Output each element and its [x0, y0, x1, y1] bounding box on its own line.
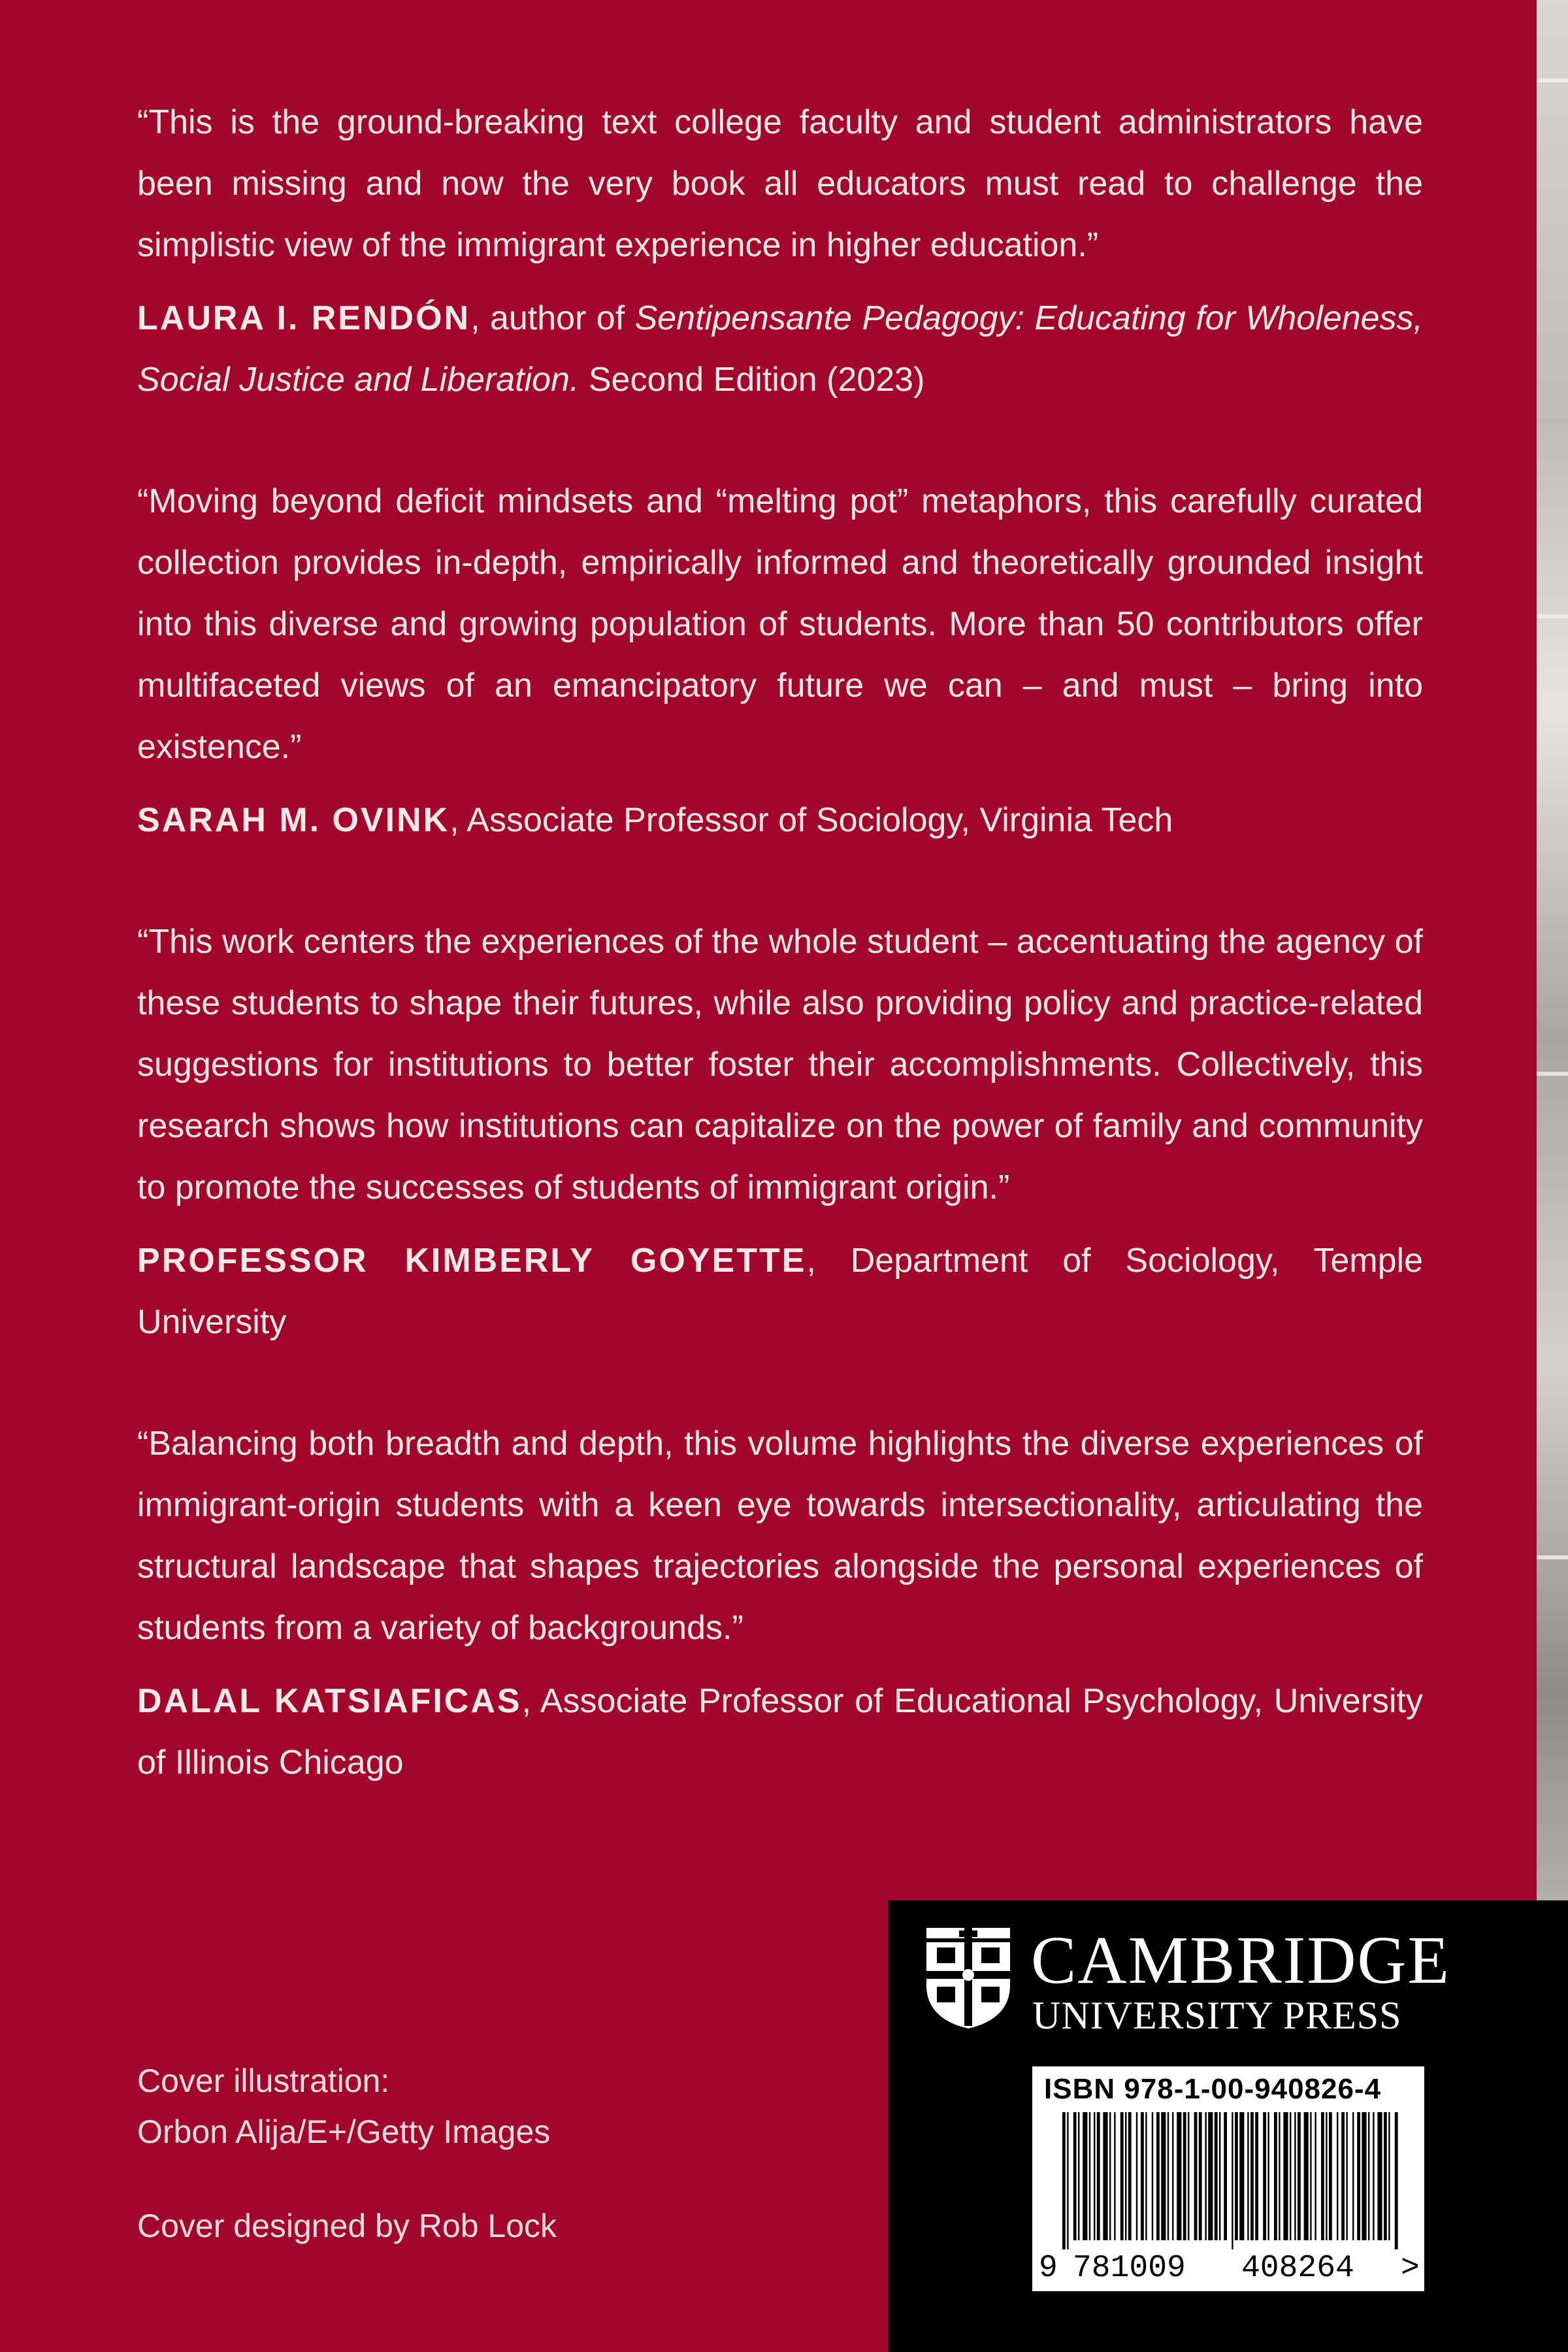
barcode-bar	[1290, 2112, 1291, 2240]
barcode-bar	[1326, 2112, 1327, 2240]
barcode-bar	[1274, 2112, 1277, 2240]
endorsement-attribution	[137, 1230, 1423, 1353]
cambridge-crest-icon	[924, 1925, 1013, 2031]
endorsement-attribution	[137, 288, 1423, 410]
barcode-bar	[1362, 2112, 1366, 2240]
endorsement-quote: “This is the ground-breaking text college faculty and student administrators have been missing and now the very book all educators must read to challenge the simplistic view of the immigrant experience in higher education.”	[137, 103, 1423, 264]
illustration-source: Orbon Alija/E+/Getty Images	[137, 2113, 551, 2150]
barcode-bar	[1136, 2112, 1137, 2240]
barcode-bar	[1239, 2112, 1244, 2240]
barcode-bar	[1250, 2112, 1254, 2240]
cover-credits	[137, 2055, 557, 2251]
barcode-bar	[1377, 2112, 1382, 2240]
barcode-bar	[1368, 2112, 1369, 2240]
barcode-bar	[1384, 2112, 1387, 2240]
barcode-bar	[1067, 2112, 1068, 2249]
endorsement-attribution	[137, 789, 1423, 851]
barcode-bar	[1267, 2112, 1269, 2240]
barcode-bar	[1103, 2112, 1107, 2240]
barcode-bar	[1194, 2112, 1198, 2240]
barcode-bar	[1283, 2112, 1288, 2240]
barcode-bar	[1125, 2112, 1126, 2240]
barcode-bar	[1232, 2112, 1233, 2249]
barcode-bar	[1208, 2112, 1213, 2240]
barcode-bar	[1145, 2112, 1147, 2240]
publisher-imprint	[889, 1900, 1568, 2352]
barcode-bar	[1177, 2112, 1181, 2240]
barcode-bar	[1329, 2112, 1332, 2240]
barcode-bar	[1172, 2112, 1173, 2240]
barcode-bar	[1114, 2112, 1115, 2240]
barcode-bar	[1298, 2112, 1301, 2240]
barcode-bar	[1141, 2112, 1144, 2240]
publisher-subname: UNIVERSITY PRESS	[1032, 1994, 1402, 2037]
barcode-bar	[1357, 2112, 1360, 2240]
barcode-bar	[1073, 2112, 1077, 2240]
barcode-bar	[1183, 2112, 1186, 2240]
endorsements	[137, 91, 1423, 1793]
attribution-detail: , author of	[470, 299, 635, 337]
endorsement	[137, 911, 1423, 1353]
photo-seam	[1537, 1072, 1568, 1076]
barcode-bar	[1199, 2112, 1202, 2240]
barcode-bar	[1235, 2112, 1238, 2240]
barcode-bar	[1294, 2112, 1296, 2240]
barcode-bar	[1097, 2112, 1100, 2240]
barcode-bar	[1373, 2112, 1374, 2240]
attribution-detail: , Associate Professor of Sociology, Virginia Tech	[449, 801, 1173, 839]
endorsement-quote: “This work centers the experiences of the whole student – accentuating the agency of these students to shape their futures, while also providing policy and practice-related suggestions for institutions to better foster their accomplishments. Collectively, this research shows how institutions can capitalize on the power of family and community to promote the successes of students of immigrant origin.”	[137, 923, 1423, 1206]
endorsement-quote: “Balancing both breadth and depth, this volume highlights the diverse experiences of immigrant-origin students with a keen eye towards intersectionality, articulating the structural landscape that shapes trajectories alongside the personal experiences of students from a variety of backgrounds.”	[137, 1425, 1423, 1647]
isbn-label: ISBN 978-1-00-940826-4	[1044, 2073, 1382, 2105]
barcode-bar	[1152, 2112, 1153, 2240]
barcode-bar	[1315, 2112, 1316, 2240]
endorsement	[137, 1413, 1423, 1793]
barcode-digit-group: 781009	[1073, 2251, 1186, 2286]
barcode-digit-group: >	[1401, 2251, 1420, 2286]
barcode-bar	[1255, 2112, 1258, 2240]
barcode-bar	[1395, 2112, 1398, 2249]
barcode-bars	[1039, 2112, 1418, 2249]
barcode-bar	[1089, 2112, 1090, 2240]
barcode-bar	[1156, 2112, 1160, 2240]
publisher-name: CAMBRIDGE	[1031, 1923, 1451, 1998]
endorsement-attribution	[137, 1670, 1423, 1793]
barcode-bar	[1188, 2112, 1189, 2240]
designer-credit: Cover designed by Rob Lock	[137, 2208, 557, 2244]
barcode-bar	[1263, 2112, 1266, 2240]
isbn-barcode	[1032, 2066, 1424, 2291]
photo-seam	[1537, 614, 1568, 618]
barcode-bar	[1094, 2112, 1095, 2240]
barcode-bar	[1083, 2112, 1087, 2240]
barcode-bar	[1352, 2112, 1354, 2240]
endorser-name: DALAL KATSIAFICAS	[137, 1682, 522, 1720]
barcode-digit-group: 408264	[1241, 2251, 1354, 2286]
barcode-bar	[1321, 2112, 1324, 2240]
endorsement-quote: “Moving beyond deficit mindsets and “melting pot” metaphors, this carefully curated collection provides in-depth, empirically informed and theoretically grounded insight into this diverse and growing population of students. More than 50 contributors offer multifaceted views of an emancipatory future we can – and must – bring into existence.”	[137, 482, 1423, 766]
endorsement	[137, 471, 1423, 851]
barcode-bar	[1346, 2112, 1347, 2240]
barcode-bar	[1304, 2112, 1309, 2240]
barcode-bar	[1247, 2112, 1249, 2240]
photo-seam	[1537, 78, 1568, 82]
illustration-label: Cover illustration:	[137, 2062, 390, 2099]
barcode-bar	[1062, 2112, 1066, 2249]
barcode-bar	[1337, 2112, 1338, 2240]
barcode-bar	[1388, 2112, 1390, 2240]
barcode-bar	[1161, 2112, 1166, 2240]
barcode-bar	[1341, 2112, 1345, 2240]
barcode-bar	[1120, 2112, 1124, 2240]
endorser-name: PROFESSOR KIMBERLY GOYETTE	[137, 1242, 807, 1280]
attribution-detail: , Department of Sociology, Temple University	[137, 1242, 1423, 1341]
endorsement	[137, 91, 1423, 410]
endorser-name: SARAH M. OVINK	[137, 801, 450, 839]
barcode-bar	[1205, 2112, 1206, 2240]
barcode-bar	[1279, 2112, 1280, 2240]
barcode-bar	[1219, 2112, 1220, 2240]
attribution-detail: , Associate Professor of Educational Psychology, University of Illinois Chicago	[137, 1682, 1423, 1781]
photo-seam	[1537, 1555, 1568, 1559]
barcode-bar	[1128, 2112, 1132, 2240]
barcode-bar	[1109, 2112, 1111, 2240]
barcode-bar	[1224, 2112, 1227, 2240]
barcode-bar	[1310, 2112, 1311, 2240]
barcode-digit-group: 9	[1039, 2251, 1058, 2286]
endorser-name: LAURA I. RENDÓN	[137, 299, 471, 337]
barcode-bar	[1215, 2112, 1218, 2240]
book-title: Sentipensante Pedagogy: Educating for Wholeness, Social Justice and Liberation.	[137, 299, 1423, 399]
barcode-bar	[1078, 2112, 1079, 2240]
barcode-bar	[1168, 2112, 1169, 2240]
attribution-edition: Second Edition (2023)	[579, 361, 925, 399]
